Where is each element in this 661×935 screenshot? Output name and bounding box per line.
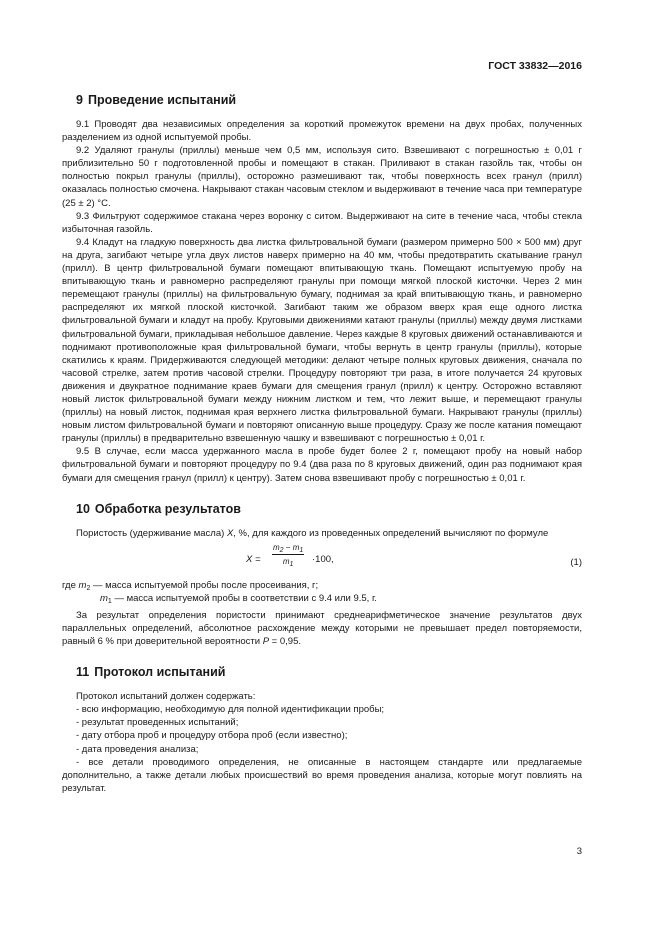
formula-number: (1) xyxy=(570,556,582,568)
fraction-numerator xyxy=(272,542,304,555)
var-m: m xyxy=(78,579,87,591)
legend-m2 xyxy=(62,579,582,592)
section-number: 9 xyxy=(76,93,83,107)
paragraph-9-1: 9.1 Проводят два независимых определения за короткий промежуток времени на двух пробах, полученных разделением из одной испытуемой пробы. xyxy=(62,119,582,144)
var-m1: m xyxy=(292,542,300,552)
probability-variable: Р xyxy=(262,636,270,648)
formula-lhs: X = xyxy=(246,553,261,565)
section-title: Проведение испытаний xyxy=(87,93,237,107)
conclusion-text-a: За результат определения пористости принимают среднеарифметическое значение результатов двух параллельных определений, абсолютное расхождение между которыми не превышает предел повторяемости, равный 6 % при доверительной вероятности xyxy=(62,609,582,648)
report-item-last: - все детали проводимого определения, не описанные в настоящем стандарте или предлагаемые дополнительно, а также детали любых происшествий во время проведения анализа, которые могут повлиять на результат. xyxy=(62,756,582,794)
conclusion-text-b: = 0,95. xyxy=(269,636,302,648)
report-item: - дата проведения анализа; xyxy=(76,743,199,755)
sub-2: 2 xyxy=(86,584,91,592)
sub-2: 2 xyxy=(279,546,284,554)
formula-multiplier: ·100, xyxy=(312,553,334,565)
section-10-heading xyxy=(62,501,582,517)
var-m1-den: m xyxy=(282,556,290,566)
paragraph-9-3: 9.3 Фильтруют содержимое стакана через воронку с ситом. Выдерживают на сите в течение часа, чтобы стекла избыточная газойль. xyxy=(62,210,582,235)
page-content xyxy=(62,90,582,795)
page-number: 3 xyxy=(576,846,582,857)
legend-text: — масса испытуемой пробы в соответствии с 9.4 или 9.5, г. xyxy=(111,592,377,604)
var-m: m xyxy=(100,592,108,604)
sub-1: 1 xyxy=(299,546,304,554)
paragraph-9-4: 9.4 Кладут на гладкую поверхность два листка фильтровальной бумаги (размером примерно 500 × 500 мм) друг на друга, загибают четыре угла двух листов наверх примерно на 40 мм, чтобы предотвратить скатывание гранул (прилл). В центр фильтровальной бумаги помещают впитывающую ткань. Помещают испытуемую пробу на впитывающую ткань и равномерно распределяют гранулы при помощи мягкой плоской кисточки. Через 2 мин перемещают гранулы (приллы) на фильтровальную бумагу, поднимая за край впитывающую ткань, и равномерно распределяют их мягкой плоской кисточкой. Загибают таким же образом вверх края еще одного листка фильтровальной бумаги и кладут на пробу. Круговыми движениями катают гранулы (приллы) между двумя листками фильтровальной бумаги, прикладывая небольшое давление. Через каждые 8 круговых движений останавливаются и поднимают противоположные края фильтровальной бумаги, чтобы вернуть в центр гранулы (приллы), которые скатились к краям. Придерживаются следующей методики: делают четыре полных круговых движения, сначала по часовой стрелке, затем против часовой стрелки. Процедуру повторяют три раза, в итоге получается 24 круговых движения и двукратное поднимание краев бумаги для смещения гранул (прилл) к центру. Осторожно вставляют новый листок фильтровальной бумаги между нижним листком и тем, что лежит выше, и перемещают гранулы (приллы) на новый листок, поднимая края верхнего листка фильтровальной бумаги. Накрывают гранулы (приллы) новым листом фильтровальной бумаги и повторяют описанную выше процедуру. Сразу же после катания помещают гранулы (приллы) в предварительно взвешенную чашку и взвешивают с погрешностью ± 0,01 г. xyxy=(62,236,582,445)
section-title: Протокол испытаний xyxy=(94,665,226,680)
intro-text-b: , %, для каждого из проведенных определений вычисляют по формуле xyxy=(233,527,549,539)
porosity-variable: X xyxy=(226,527,234,539)
legend-m1 xyxy=(62,592,582,605)
minus-sign: − xyxy=(283,542,293,552)
standard-designation: ГОСТ 33832—2016 xyxy=(488,60,582,72)
section-9-heading xyxy=(62,92,582,108)
result-paragraph xyxy=(62,609,582,648)
porosity-formula xyxy=(62,542,582,578)
section-number: 11 xyxy=(76,665,90,680)
section-title: Обработка результатов xyxy=(94,501,241,516)
section-11-heading xyxy=(62,664,582,680)
fraction-denominator xyxy=(272,555,304,567)
var-m2: m xyxy=(273,542,280,552)
report-item: - всю информацию, необходимую для полной идентификации пробы; xyxy=(76,704,385,716)
report-item: - результат проведенных испытаний; xyxy=(76,717,239,729)
report-item: - дату отбора проб и процедуру отбора проб (если известно); xyxy=(76,730,348,742)
formula-intro xyxy=(62,527,582,540)
intro-text-a: Пористость (удерживание масла) xyxy=(76,527,227,539)
paragraph-9-5: 9.5 В случае, если масса удержанного масла в пробе будет более 2 г, помещают пробу на новый набор фильтровальной бумаги и повторяют процедуру по 9.4 (два раза по 8 круговых движений, один раз поднимают края бумаги для смещения гранул (прилл) к центру). Затем снова взвешивают пробу с погрешностью ± 0,01 г. xyxy=(62,446,582,484)
sub-1: 1 xyxy=(107,597,112,605)
sub-1-den: 1 xyxy=(289,560,294,568)
paragraph-9-2: 9.2 Удаляют гранулы (приллы) меньше чем 0,5 мм, используя сито. Взвешивают с погрешностью ± 0,01 г приблизительно 50 г подготовленной пробы и помещают в стакан. Приливают в стакан газойль так, чтобы он полностью покрыл гранулы (приллы), осторожно размешивают так, чтобы поверхность всех гранул (прилл) оказалась полностью смочена. Накрывают стакан часовым стеклом и выдерживают в течение часа при температуре (25 ± 2) °С. xyxy=(62,145,582,209)
report-intro: Протокол испытаний должен содержать: xyxy=(76,691,256,703)
where-word: где xyxy=(62,579,79,591)
formula-fraction xyxy=(272,542,304,567)
legend-text: — масса испытуемой пробы после просеивания, г; xyxy=(90,579,319,591)
section-number: 10 xyxy=(76,501,90,516)
